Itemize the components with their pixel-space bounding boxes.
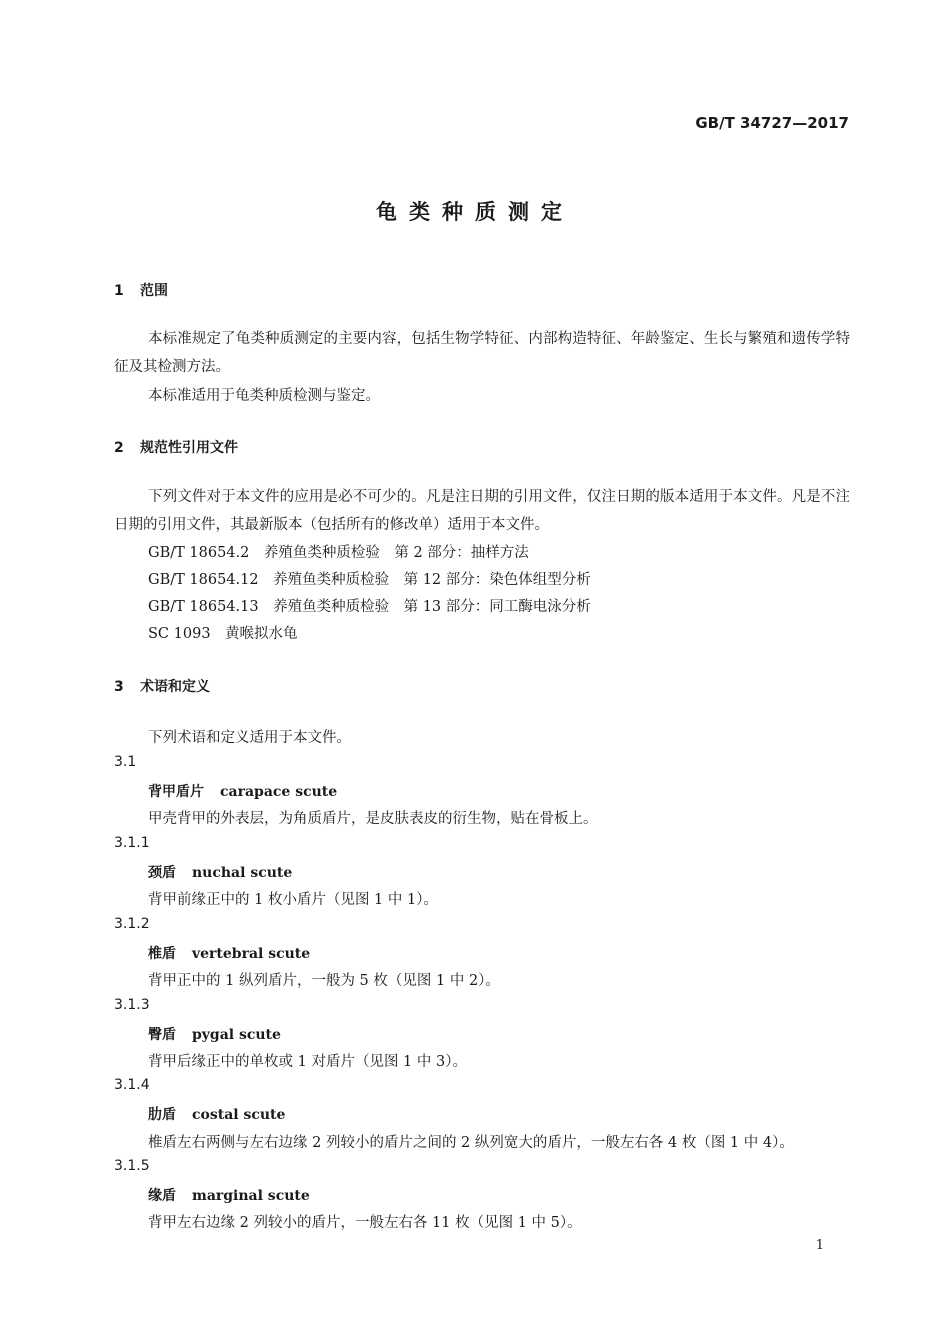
document-title: 龟类种质测定	[376, 200, 574, 224]
term-chinese: 颈盾	[148, 865, 176, 881]
term-entry	[148, 943, 310, 963]
term-english: carapace scute	[220, 784, 338, 800]
term-entry	[148, 1024, 281, 1044]
section-number: 1	[114, 283, 124, 299]
reference-item: GB/T 18654.13 养殖鱼类种质检验 第 13 部分：同工酶电泳分析	[148, 599, 591, 615]
term-english: pygal scute	[192, 1027, 281, 1043]
term-number: 3.1.1	[114, 835, 150, 851]
reference-item: GB/T 18654.12 养殖鱼类种质检验 第 12 部分：染色体组型分析	[148, 572, 591, 588]
term-chinese: 椎盾	[148, 946, 176, 962]
section-3-heading	[114, 676, 210, 696]
term-entry	[148, 1104, 285, 1124]
term-chinese: 背甲盾片	[148, 784, 204, 800]
term-entry	[148, 862, 292, 882]
standard-number: GB/T 34727—2017	[695, 114, 849, 132]
section-2-heading	[114, 437, 238, 457]
terms-intro: 下列术语和定义适用于本文件。	[148, 730, 351, 746]
term-english: costal scute	[192, 1107, 286, 1123]
term-number: 3.1.5	[114, 1158, 150, 1174]
term-definition: 甲壳背甲的外表层，为角质盾片，是皮肤表皮的衍生物，贴在骨板上。	[148, 811, 598, 827]
term-entry	[148, 1185, 310, 1205]
term-number: 3.1.4	[114, 1077, 150, 1093]
term-chinese: 肋盾	[148, 1107, 176, 1123]
term-entry	[148, 781, 337, 801]
reference-item: SC 1093 黄喉拟水龟	[148, 626, 298, 642]
term-definition: 椎盾左右两侧与左右边缘 2 列较小的盾片之间的 2 纵列宽大的盾片，一般左右各 4 枚（图 1 中 4）。	[148, 1135, 794, 1151]
section-title: 范围	[140, 283, 168, 299]
term-definition: 背甲左右边缘 2 列较小的盾片，一般左右各 11 枚（见图 1 中 5）。	[148, 1215, 582, 1231]
page-number: 1	[815, 1238, 824, 1253]
term-english: vertebral scute	[192, 946, 311, 962]
term-definition: 背甲前缘正中的 1 枚小盾片（见图 1 中 1）。	[148, 892, 438, 908]
section-1-heading	[114, 280, 168, 300]
scope-applicability: 本标准适用于龟类种质检测与鉴定。	[148, 388, 380, 404]
term-definition: 背甲后缘正中的单枚或 1 对盾片（见图 1 中 3）。	[148, 1054, 467, 1070]
section-title: 规范性引用文件	[140, 440, 238, 456]
term-number: 3.1.2	[114, 916, 150, 932]
section-title: 术语和定义	[140, 679, 210, 695]
reference-item: GB/T 18654.2 养殖鱼类种质检验 第 2 部分：抽样方法	[148, 545, 529, 561]
term-english: marginal scute	[192, 1188, 310, 1204]
term-number: 3.1	[114, 754, 137, 770]
scope-paragraph: 本标准规定了龟类种质测定的主要内容，包括生物学特征、内部构造特征、年龄鉴定、生长与繁殖和遗传学特征及其检测方法。	[114, 331, 850, 375]
term-english: nuchal scute	[192, 865, 293, 881]
section-number: 3	[114, 679, 124, 695]
term-definition: 背甲正中的 1 纵列盾片，一般为 5 枚（见图 1 中 2）。	[148, 973, 500, 989]
term-chinese: 缘盾	[148, 1188, 176, 1204]
section-number: 2	[114, 440, 124, 456]
normative-references-intro: 下列文件对于本文件的应用是必不可少的。凡是注日期的引用文件，仅注日期的版本适用于本文件。凡是不注日期的引用文件，其最新版本（包括所有的修改单）适用于本文件。	[114, 489, 850, 533]
term-chinese: 臀盾	[148, 1027, 176, 1043]
term-number: 3.1.3	[114, 997, 150, 1013]
